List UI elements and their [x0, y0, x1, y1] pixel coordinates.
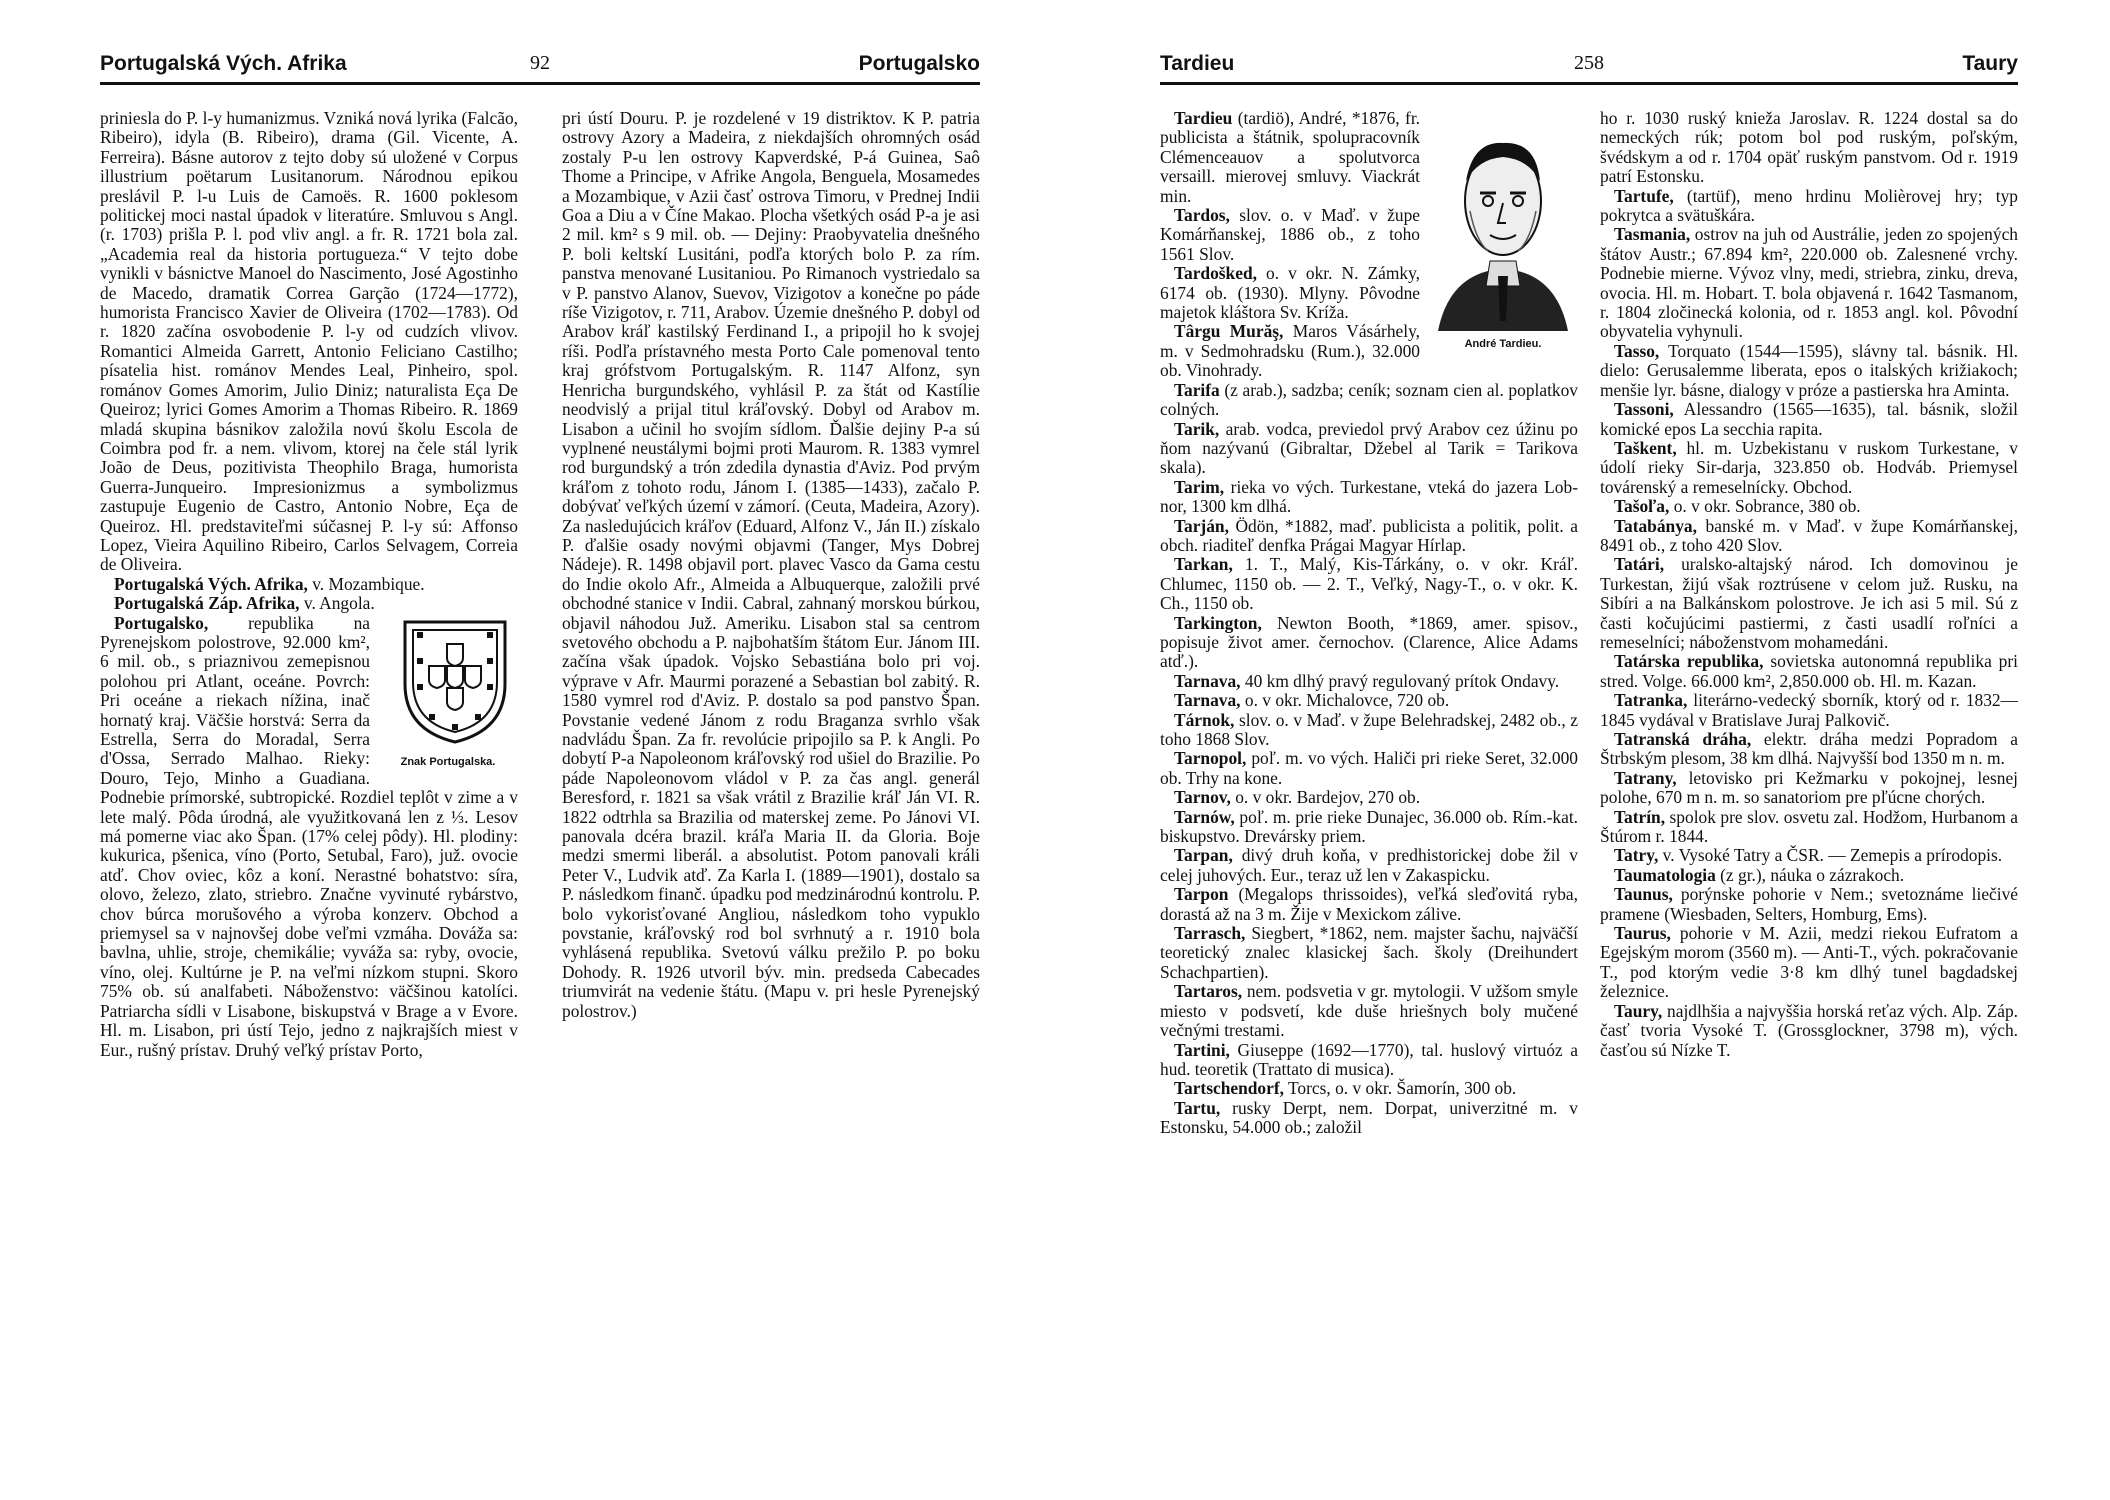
entry-text: ho r. 1030 ruský knieža Jaroslav. R. 1224 dostal sa do nemeckých rúk; potom bol pod ruským, poľským, švédskym a od r. 1704 opäť ruským panstvom. Od r. 1919 patrí Estonsku. — [1600, 109, 2018, 187]
entry-text: Torquato (1544—1595), slávny tal. básnik. Hl. dielo: Gerusalemme liberata, epos o italských križiakoch; menšie lyr. básne, dialogy v próze a pastierska hra Aminta. — [1600, 340, 2018, 400]
left-page — [100, 48, 980, 1478]
entry — [1160, 1041, 1578, 1080]
entry — [1160, 614, 1578, 672]
entry-text: o. v okr. Bardejov, 270 ob. — [1230, 787, 1421, 808]
entry — [1160, 924, 1578, 982]
headword: Tarrasch, — [1174, 923, 1246, 944]
entry — [1600, 225, 2018, 341]
entry-text: slov. o. v Maď. v župe Belehradskej, 2482 ob., z toho 1868 Slov. — [1160, 709, 1578, 749]
entry — [1160, 808, 1578, 847]
entry-text: Ödön, *1882, maď. publicista a politik, polit. a obch. riaditeľ denfka Prágai Magyar Hírlap. — [1160, 515, 1578, 555]
entry-text: pohorie v M. Azii, medzi riekou Eufratom a Egejským morom (3560 m). — Anti-T., vých. pokračovanie T., pod ktorým vedie 3·8 km dlhý tunel bagdadskej železnice. — [1600, 923, 2018, 1002]
entry-text: pri ústí Douru. P. je rozdelené v 19 distriktov. K P. patria ostrovy Azory a Madeira, z niekdajších ohromných osád zostaly P-u len ostrovy Kapverdské, P-á Guinea, Saô Thome a Principe, v Afrike Angola, Benguela, Mosamedes a Mozambique, v Azii časť ostrova Timoru, v Prednej Indii Goa a Diu a v Číne Makao. Plocha všetkých osád P-a je asi 2 mil. km² s 9 mil. ob. — Dejiny: Praobyvatelia dnešného P. boli keltskí Lusitáni, podľa ktorých bolo P. za rím. panstva menované Lusitaniou. Po Rimanoch vystriedalo sa v P. panstvo Alanov, Suevov, Vizigotov a konečne po páde ríše Vizigotov, r. 711, Arabov. Územie dnešného P. dobyl od Arabov kráľ kastilský Ferdinand I., a pripojil ho k svojej ríši. Podľa prístavného mesta Porto Cale pomenoval tento kraj grófstvom Portugalským. R. 1147 Alfonz, syn Henricha burgundského, vyhlásil P. za štát od Kastílie neodvislý a prijal titul kráľovský. Dobyl od Arabov m. Lisabon a učinil ho svojím sídlom. Ďalšie dejiny P-a sú vyplnené neustálymi bojmi proti Maurom. R. 1383 vymrel rod burgundský a trón zdedila dynastia d'Aviz. Pod prvým kráľom z tohoto rodu, Jánom I. (1385—1433), začalo P. dobývať veľkých území v zámorí. (Ceuta, Madeira, Azory). Za nasledujúcich kráľov (Eduard, Alfonz V., Ján II.) získalo P. ďalšie osady novými objavmi (Tanger, Mys Dobrej Nádeje). R. 1498 objavil port. plavec Vasco da Gama cestu do Indie okolo Afr., Almeida a Albuquerque, založili prvé obchodné stanice v Indii. Cabral, zahnaný morskou búrkou, objavil náhodou Juž. Ameriku. Lisabon stal sa centrom svetového obchodu a P. najbohatším štátom Eur. Jánom III. začína však úpadok. Vojsko Sebastiána bolo pri voj. výprave v Afr. Maurmi porazené a Sebastian bol zabitý. R. 1580 vymrel rod d'Aviz. P. dostalo sa pod panstvo Špan. Povstanie vedené Jánom z rodu Braganza svrhlo však nadvládu Špan. Za fr. revolúcie pripojilo sa P. k Angli. Po dobytí P-a Napoleonom kráľovský rod ušiel do Brazilie. Po páde Napoleonovom vládol v P. za čas angl. generál Beresford, r. 1821 sa však vrátil z Brazilie kráľ Ján VI. R. 1822 odtrhla sa Brazilia od materskej zeme. Po Jánovi VI. panovala dcéra brazil. kráľa Maria II. da Gloria. Boje medzi smermi liberál. a absolutist. Potom panovali králi Peter V., Ludvik atď. Za Karla I. (1889—1901), dostalo sa P. následkom finanč. úpadku pod medzinárodnú kontrolu. P. bolo vykorisťované Angliou, následkom toho vypuklo povstanie, kráľovský rod bol svrhnutý a r. 1910 bola vyhlásená republika. Svetovú válku prežilo P. po boku Dohody. R. 1926 utvoril býv. min. predseda Cabecades triumvirát na vedenie štátu. (Mapu v. pri hesle Pyrenejský polostrov.) — [562, 109, 980, 1021]
headword: Tartaros, — [1174, 981, 1243, 1002]
entry — [1600, 342, 2018, 400]
entry — [1160, 749, 1578, 788]
headword: Tatrín, — [1614, 806, 1666, 827]
running-head — [100, 48, 980, 85]
entry — [1600, 866, 2018, 885]
entry-text: literárno-vedecký sborník, ktorý od r. 1832—1845 vydával v Bratislave Juraj Palkovič. — [1600, 690, 2018, 730]
entry — [1600, 497, 2018, 516]
right-page — [1160, 48, 2018, 1478]
entry — [1160, 788, 1578, 807]
entry — [1600, 517, 2018, 556]
headword: Tarnava, — [1174, 690, 1241, 711]
entry — [1160, 517, 1578, 556]
headword: Tardos, — [1174, 205, 1230, 226]
entry-text: elektr. dráha medzi Popradom a Štrbským plesom, 38 km dlhá. Najvyšší bod 1350 m n. m. — [1600, 729, 2018, 769]
entry-text: ostrov na juh od Austrálie, jeden zo spojených štátov Austr.; 67.894 km², 220.000 ob. Zalesnené vrchy. Podnebie mierne. Vývoz vlny, medi, striebra, zinku, dreva, ovocia. Hl. m. Hobart. T. bola objavená r. 1642 Tasmanom, r. 1804 zločinecká kolonia, od r. 1853 angl. kol. Pôvodní obyvatelia vyhynuli. — [1600, 224, 2018, 342]
entry-text: sovietska autonomná republika pri stred. Volge. 66.000 km², 2,850.000 ob. Hl. m. Kazan. — [1600, 651, 2018, 691]
entry — [1600, 187, 2018, 226]
entry-text: divý druh koňa, v predhistorickej dobe žil v celej juhových. Eur., teraz už len v Zakaspicku. — [1160, 845, 1578, 885]
entry-text: najdlhšia a najvyššia horská reťaz vých. Alp. Záp. časť tvoria Vysoké T. (Grossglockner, 3798 m), vých. časťou sú Nízke T. — [1600, 1000, 2018, 1060]
headword: Tarpon — [1174, 884, 1229, 905]
headword: Portugalsko, — [114, 612, 209, 633]
page-number: 258 — [1574, 52, 1604, 74]
headword: Tasmania, — [1614, 224, 1691, 245]
entry-text: (tartüf), meno hrdinu Molièrovej hry; typ pokrytca a svätuškára. — [1600, 185, 2018, 226]
headword: Tassoni, — [1614, 399, 1674, 420]
entry — [1160, 420, 1578, 478]
entry-text: slov. o. v Maď. v župe Komárňanskej, 1886 ob., z toho 1561 Slov. — [1160, 205, 1420, 264]
entry-text: banské m. v Maď. v župe Komárňanskej, 8491 ob., z toho 420 Slov. — [1600, 515, 2018, 555]
page-number: 92 — [530, 52, 550, 74]
entry — [1160, 846, 1578, 885]
headword: Tašoľa, — [1614, 496, 1670, 517]
entry-text: nem. podsvetia v gr. mytologii. V užšom smyle miesto v podsvetí, kde duše hriešnych boly mučené večnými trestami. — [1160, 981, 1578, 1041]
headword: Tardieu — [1174, 109, 1233, 128]
entry-text: (z arab.), sadzba; ceník; soznam cien al. poplatkov colných. — [1160, 379, 1578, 420]
headword: Tasso, — [1614, 340, 1660, 361]
entry-text: letovisko pri Kežmarku v pokojnej, lesnej polohe, 670 m n. m. so sanatoriom pre pľúcne chorých. — [1600, 767, 2018, 808]
column-2 — [562, 109, 980, 1469]
entry-text: (Megalops thrissoides), veľká sleďovitá ryba, dorastá až na 3 m. Žije v Mexickom zálive. — [1160, 884, 1578, 924]
entry-text: 40 km dlhý pravý regulovaný prítok Ondavy. — [1240, 670, 1560, 691]
running-head — [1160, 48, 2018, 85]
headword: Taury, — [1614, 1000, 1663, 1021]
entry-text: o. v okr. Michalovce, 720 ob. — [1240, 690, 1450, 711]
headword: Tarpan, — [1174, 845, 1233, 866]
headword: Tarkington, — [1174, 612, 1262, 633]
headword: Tatry, — [1614, 845, 1659, 866]
entry-text: Maros Vásárhely, m. v Sedmohradsku (Rum.), 32.000 ob. Vinohrady. — [1160, 321, 1420, 381]
headword: Tatárska republika, — [1614, 651, 1764, 672]
entry-text: (z gr.), náuka o zázrakoch. — [1715, 864, 1905, 885]
entry-text: republika na Pyrenejskom polostrove, 92.000 km², 6 mil. ob., s priaznivou zemepisnou polohou pri Atlant, oceáne. Povrch: Pri oceáne a riekach nížina, inač hornatý kraj. Väčšie horstvá: Serra da Estrella, Serra do Moradal, Serra d'Ossa, Serrado Malhao. Rieky: Douro, Tejo, Minho a Guadiana. Podnebie prímorské, subtropické. Rozdiel teplôt v zime a v lete malý. Pôda úrodná, ale využitkovaná len z ⅓. Lesov má pomerne viac ako Špan. (17% celej pôdy). Hl. plodiny: kukurica, pšenica, víno (Porto, Setubal, Faro), juž. ovocie atď. Chov oviec, kôz a koní. Nerastné bohatstvo: síra, olovo, železo, zlato, striebro. Značne vyvinuté rybárstvo, chov búrca morušového a výroba konzerv. Obchod a priemysel sa v najnovšej dobe veľmi vzmáha. Dováža sa: bavlna, uhlie, stroje, chemikálie; vyváža sa: ryby, ovocie, víno, olej. Kultúrne je P. na veľmi nízkom stupni. Skoro 75% ob. sú analfabeti. Náboženstvo: väčšinou katolíci. Patriarcha sídli v Lisabone, biskupstvá v Brage a v Evore. Hl. m. Lisabon, pri ústí Tejo, jedno z najkrajších miest v Eur., rušný prístav. Druhý veľký prístav Porto, — [100, 612, 518, 1060]
headword: Tarnów, — [1174, 806, 1235, 827]
column-1 — [100, 109, 518, 1469]
entry — [1600, 769, 2018, 808]
headword: Portugalská Vých. Afrika, — [114, 573, 308, 594]
headword: Tatári, — [1614, 554, 1665, 575]
headword: Tatrany, — [1614, 767, 1677, 788]
entry-text: Torcs, o. v okr. Šamorín, 300 ob. — [1283, 1078, 1517, 1099]
headword: Tartufe, — [1614, 185, 1674, 206]
entry-text: Giuseppe (1692—1770), tal. huslový virtuóz a hud. teoretik (Trattato di musica). — [1160, 1039, 1578, 1079]
headword: Taumatologia — [1614, 864, 1716, 885]
entry — [1600, 691, 2018, 730]
entry — [100, 594, 518, 613]
headword: Taškent, — [1614, 437, 1677, 458]
entry-text: rieka vo vých. Turkestane, vteká do jazera Lob-nor, 1300 km dlhá. — [1160, 476, 1578, 517]
headword: Tarnava, — [1174, 670, 1241, 691]
entry-text: v. Angola. — [299, 593, 375, 614]
entry — [1160, 982, 1578, 1040]
entry-text: Siegbert, *1862, nem. majster šachu, najväčší teoretický znalec klasickej šach. školy (Dreihundert Schachpartien). — [1160, 923, 1578, 982]
entry-text: (tardiö), André, *1876, fr. publicista a štátnik, spolupracovník Clémenceauov a spolutvorca versaill. mierovej smluvy. Viackrát min. — [1160, 109, 1420, 206]
entry-text: rusky Derpt, nem. Dorpat, univerzitné m. v Estonsku, 54.000 ob.; založil — [1160, 1097, 1578, 1138]
entry-text: v. Vysoké Tatry a ČSR. — Zemepis a prírodopis. — [1658, 845, 2003, 866]
entry — [1600, 652, 2018, 691]
entry — [1600, 555, 2018, 652]
headword: Taunus, — [1614, 884, 1673, 905]
entry — [1600, 885, 2018, 924]
head-left: Portugalská Vých. Afrika — [100, 52, 347, 75]
entry — [1600, 400, 2018, 439]
headword: Portugalská Záp. Afrika, — [114, 593, 300, 614]
headword: Tarik, — [1174, 418, 1220, 439]
entry — [1160, 711, 1578, 750]
headword: Tatabánya, — [1614, 515, 1697, 536]
entry — [1160, 885, 1578, 924]
entry-text: uralsko-altajský národ. Ich domovinou je Turkestan, žijú však roztrúsene v celom juž. Rusku, na Sibíri a na Balkánskom polostrove. Je ich asi 5 mil. Sú z časti kočujúcimi pastiermi, z časti usadlí roľníci a remeselníci; náboženstvom mohamedáni. — [1600, 554, 2018, 652]
entry-text: hl. m. Uzbekistanu v ruskom Turkestane, v údolí rieky Sir-darja, 323.850 ob. Hodváb. Priemysel továrenský a remeselnícky. Obchod. — [1600, 437, 2018, 497]
entry — [1600, 924, 2018, 1002]
entry — [1600, 808, 2018, 847]
head-right: Portugalsko — [858, 52, 980, 75]
entry — [1160, 672, 1578, 691]
entry-text: o. v okr. Sobrance, 380 ob. — [1669, 496, 1861, 517]
entry — [1160, 1079, 1578, 1098]
headword: Tarnov, — [1174, 787, 1231, 808]
portrait-caption: André Tardieu. — [1464, 338, 1542, 351]
portrait-icon — [1428, 111, 1578, 331]
column-1 — [1160, 109, 1578, 1469]
column-2 — [1600, 109, 2018, 1469]
entry-text: v. Mozambique. — [307, 573, 425, 594]
entry — [1600, 1002, 2018, 1060]
headword: Târgu Murăş, — [1174, 321, 1284, 342]
entry-text: Alessandro (1565—1635), tal. básnik, složil komické epos La secchia rapita. — [1600, 399, 2018, 439]
coat-of-arms-caption: Znak Portugalska. — [400, 755, 496, 768]
headword: Tarim, — [1174, 476, 1225, 497]
headword: Tartschendorf, — [1174, 1078, 1284, 1099]
entry-text: Newton Booth, *1869, amer. spisov., popisuje život amer. černochov. (Clarence, Alice Adams atď.). — [1160, 612, 1578, 672]
headword: Tarkan, — [1174, 554, 1233, 575]
headword: Tatranka, — [1614, 690, 1688, 711]
headword: Tarnopol, — [1174, 748, 1247, 769]
entry — [1160, 1099, 1578, 1138]
entry — [1600, 730, 2018, 769]
entry — [1160, 691, 1578, 710]
headword: Tatranská dráha, — [1614, 729, 1752, 749]
entry-text: porýnske pohorie v Nem.; svetoznáme liečivé pramene (Wiesbaden, Selters, Homburg, Ems). — [1600, 884, 2018, 924]
entry-text: 1. T., Malý, Kis-Tárkány, o. v okr. Kráľ. Chlumec, 1150 ob. — 2. T., Veľký, Nagy-T., o. v okr. K. Ch., 1150 ob. — [1160, 554, 1578, 614]
entry — [1160, 381, 1578, 420]
entry — [100, 614, 518, 1060]
headword: Tarján, — [1174, 515, 1229, 536]
entry-text: poľ. m. prie rieke Dunajec, 36.000 ob. Rím.-kat. biskupstvo. Drevársky priem. — [1160, 806, 1578, 847]
headword: Tarifa — [1174, 379, 1220, 400]
entry — [100, 575, 518, 594]
head-left: Tardieu — [1160, 52, 1235, 75]
entry — [1160, 478, 1578, 517]
entry-text: o. v okr. N. Zámky, 6174 ob. (1930). Mlyny. Pôvodne majetok kláštora Sv. Kríža. — [1160, 263, 1420, 323]
entry — [1600, 439, 2018, 497]
headword: Taurus, — [1614, 923, 1671, 944]
entry — [1600, 846, 2018, 865]
headword: Tartu, — [1174, 1097, 1221, 1118]
entry-text: arab. vodca, previedol prvý Arabov cez úžinu po ňom nazývanú (Gibraltar, Džebel al Tarik = Tarikova skala). — [1160, 418, 1578, 478]
entry-text: priniesla do P. l-y humanizmus. Vzniká nová lyrika (Falcão, Ribeiro), idyla (B. Ribeiro), drama (Gil. Vicente, A. Ferreira). Básne autorov z tejto doby sú uložené v Corpus illustrium poëtarum Lusitanorum. Národnou epikou preslávil P. l-u Luis de Camoës. R. 1600 poklesom politickej moci nastal úpadok v literatúre. Smluvou s Angl. (r. 1703) prišla P. l. pod vliv angl. a fr. R. 1721 bola zal. „Academia real da historia portugueza.“ V tejto dobe vynikli v básnictve Manoel do Nascimento, José Agostinho de Macedo, dramatik Correa Garção (1724—1772), humorista Francisco Xavier de Oliveira (1702—1783). Od r. 1820 začína osvobodenie P. l-y od cudzích vlivov. Romantici Almeida Garrett, Antonio Feliciano Castilho; písatelia hist. románov Mendes Leal, Pinheiro, spol. románov Gomes Amorim, Julio Diniz; naturalista Eça De Queiroz; lyrici Gomes Amorim a Thomas Ribeiro. R. 1869 mladá skupina básnikov založila novú školu Escola de Coimbra pod fr. a nem. vlivom, ktorej na čele stál lyrik João de Deus, pozitivista Theophilo Braga, humorista Guerra-Junqueiro. Impresionizmus a symbolizmus zastupuje Eugenio de Castro, Antonio Nobre, Eça de Queiroz. Hl. predstaviteľmi súčasnej P. l-y sú: Affonso Lopez, Vieira Aquilino Ribeiro, Carlos Selvagem, Correia de Oliveira. — [100, 109, 518, 575]
portrait-figure — [1428, 111, 1578, 353]
headword: Tárnok, — [1174, 709, 1235, 730]
entry-text: spolok pre slov. osvetu zal. Hodžom, Hurbanom a Štúrom r. 1844. — [1600, 806, 2018, 847]
entry — [1160, 555, 1578, 613]
entry-text: poľ. m. vo vých. Haliči pri rieke Seret, 32.000 ob. Trhy na kone. — [1160, 748, 1578, 788]
headword: Tardošked, — [1174, 263, 1257, 284]
coat-of-arms-figure — [378, 618, 518, 768]
shield-icon — [399, 618, 511, 746]
headword: Tartini, — [1174, 1039, 1230, 1060]
head-right: Taury — [1962, 52, 2018, 75]
